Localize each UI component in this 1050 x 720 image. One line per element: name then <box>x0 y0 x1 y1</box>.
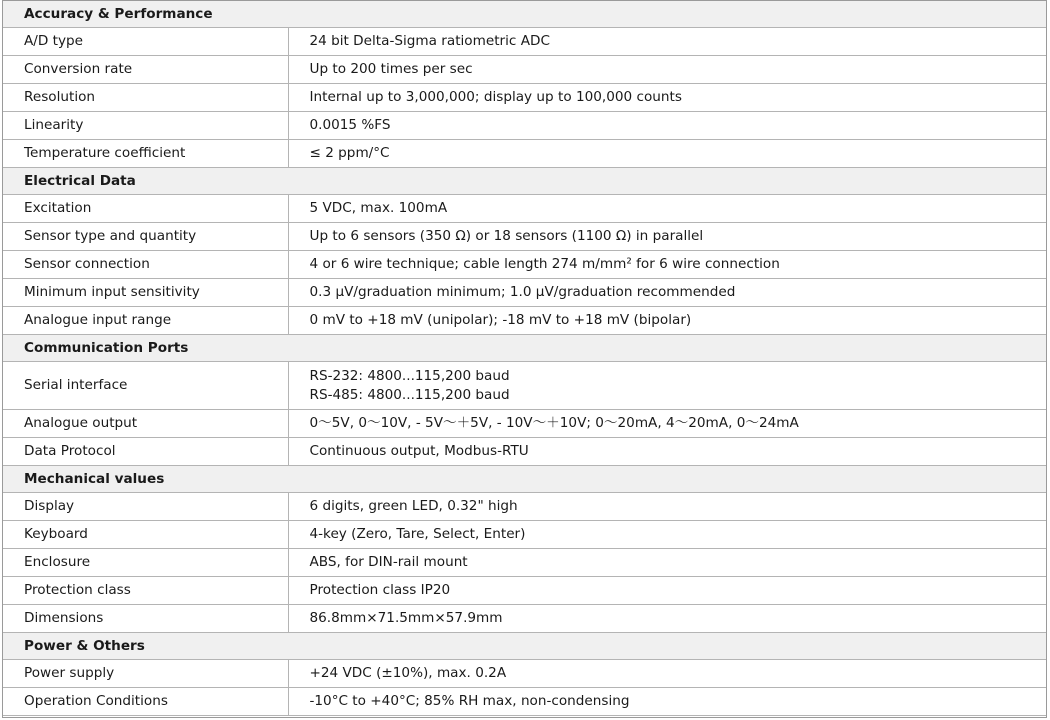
table-row <box>3 28 1046 56</box>
section-header-communication <box>3 335 1046 362</box>
spec-value: Internal up to 3,000,000; display up to 100,000 counts <box>288 84 1046 112</box>
spec-label: Conversion rate <box>3 56 288 84</box>
spec-value: Up to 6 sensors (350 Ω) or 18 sensors (1100 Ω) in parallel <box>288 223 1046 251</box>
section-header-mechanical <box>3 466 1046 493</box>
section-header-electrical <box>3 168 1046 195</box>
section-title: Power & Others <box>3 633 1046 660</box>
spec-label: Protection class <box>3 577 288 605</box>
table-row <box>3 279 1046 307</box>
spec-value: 0.0015 %FS <box>288 112 1046 140</box>
table-row <box>3 56 1046 84</box>
spec-value: Continuous output, Modbus-RTU <box>288 438 1046 466</box>
spec-value: 86.8mm×71.5mm×57.9mm <box>288 605 1046 633</box>
spec-label: Sensor type and quantity <box>3 223 288 251</box>
spec-label: A/D type <box>3 28 288 56</box>
spec-value: 0.3 μV/graduation minimum; 1.0 μV/graduation recommended <box>288 279 1046 307</box>
table-row <box>3 84 1046 112</box>
spec-value: 5 VDC, max. 100mA <box>288 195 1046 223</box>
spec-label: Analogue output <box>3 410 288 438</box>
spec-value: 24 bit Delta-Sigma ratiometric ADC <box>288 28 1046 56</box>
table-row <box>3 362 1046 410</box>
table-row <box>3 195 1046 223</box>
table-row <box>3 493 1046 521</box>
spec-label: Analogue input range <box>3 307 288 335</box>
table-row <box>3 688 1046 716</box>
spec-value: 4-key (Zero, Tare, Select, Enter) <box>288 521 1046 549</box>
spec-label: Excitation <box>3 195 288 223</box>
spec-value <box>288 362 1046 410</box>
spec-label: Dimensions <box>3 605 288 633</box>
spec-value: 6 digits, green LED, 0.32" high <box>288 493 1046 521</box>
table-row <box>3 410 1046 438</box>
table-row <box>3 549 1046 577</box>
section-title: Communication Ports <box>3 335 1046 362</box>
spec-value: Up to 200 times per sec <box>288 56 1046 84</box>
spec-label: Power supply <box>3 660 288 688</box>
spec-label: Minimum input sensitivity <box>3 279 288 307</box>
table-row <box>3 140 1046 168</box>
table-row <box>3 112 1046 140</box>
spec-label: Keyboard <box>3 521 288 549</box>
spec-value: +24 VDC (±10%), max. 0.2A <box>288 660 1046 688</box>
spec-value: -10°C to +40°C; 85% RH max, non-condensing <box>288 688 1046 716</box>
spec-value-line: RS-485: 4800...115,200 baud <box>309 386 510 403</box>
table-row <box>3 660 1046 688</box>
spec-value: 0～5V, 0～10V, - 5V～＋5V, - 10V～＋10V; 0～20mA, 4～20mA, 0～24mA <box>288 410 1046 438</box>
table-row <box>3 605 1046 633</box>
table-row <box>3 438 1046 466</box>
section-header-power <box>3 633 1046 660</box>
spec-value: 4 or 6 wire technique; cable length 274 m/mm² for 6 wire connection <box>288 251 1046 279</box>
spec-label: Enclosure <box>3 549 288 577</box>
spec-label: Temperature coefficient <box>3 140 288 168</box>
spec-value-line: RS-232: 4800...115,200 baud <box>309 367 510 384</box>
table-row <box>3 223 1046 251</box>
spec-label: Sensor connection <box>3 251 288 279</box>
spec-label: Data Protocol <box>3 438 288 466</box>
spec-value: 0 mV to +18 mV (unipolar); -18 mV to +18 mV (bipolar) <box>288 307 1046 335</box>
spec-label: Resolution <box>3 84 288 112</box>
spec-label: Display <box>3 493 288 521</box>
spec-label: Serial interface <box>3 362 288 410</box>
section-title: Electrical Data <box>3 168 1046 195</box>
section-title: Mechanical values <box>3 466 1046 493</box>
spec-label: Operation Conditions <box>3 688 288 716</box>
table-row <box>3 307 1046 335</box>
spec-value: ABS, for DIN-rail mount <box>288 549 1046 577</box>
specification-table <box>3 1 1046 716</box>
table-row <box>3 577 1046 605</box>
section-header-accuracy <box>3 1 1046 28</box>
spec-value: Protection class IP20 <box>288 577 1046 605</box>
spec-label: Linearity <box>3 112 288 140</box>
spec-sheet <box>2 0 1047 718</box>
spec-value: ≤ 2 ppm/°C <box>288 140 1046 168</box>
table-row <box>3 521 1046 549</box>
table-row <box>3 251 1046 279</box>
section-title: Accuracy & Performance <box>3 1 1046 28</box>
